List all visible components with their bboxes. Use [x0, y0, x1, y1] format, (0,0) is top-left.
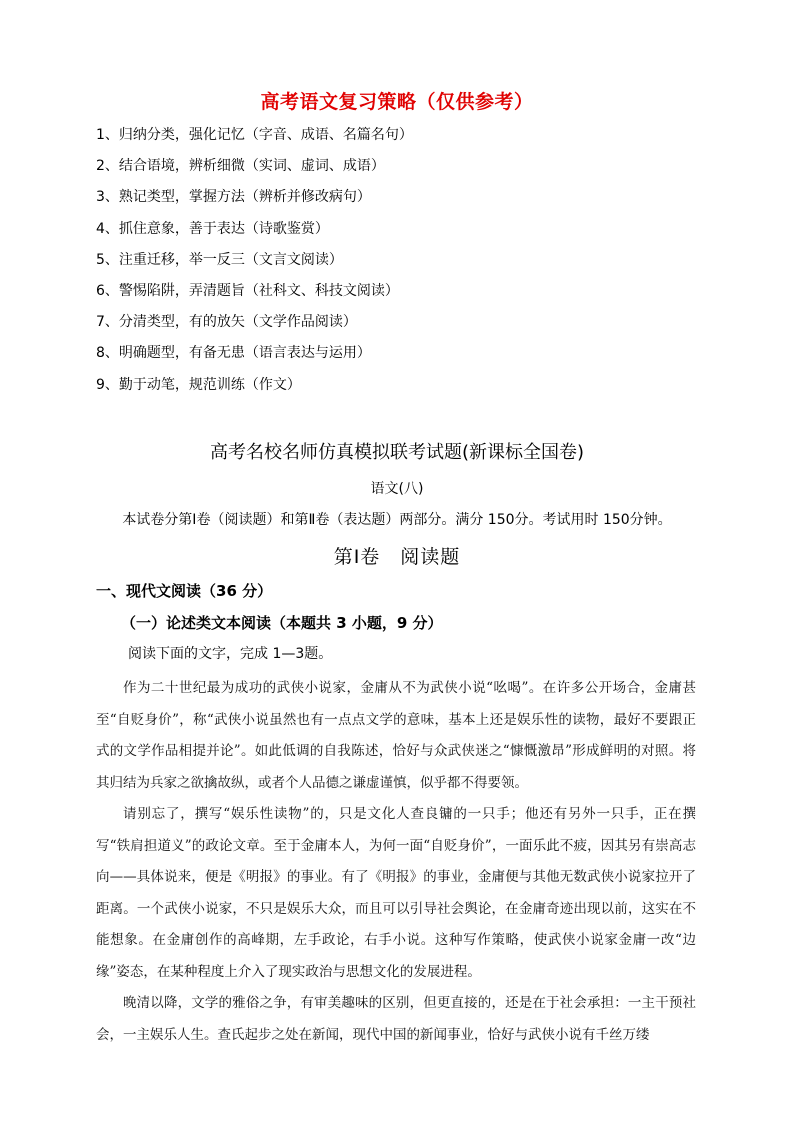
exam-intro: 本试卷分第Ⅰ卷（阅读题）和第Ⅱ卷（表达题）两部分。满分 150分。考试用时 150分钟。 — [122, 512, 672, 528]
exam-subject: 语文(八) — [370, 481, 424, 497]
list-item: 3、熟记类型，掌握方法（辨析并修改病句） — [96, 189, 371, 206]
section-heading: 一、现代文阅读（36 分） — [96, 582, 273, 600]
list-item: 9、勤于动笔，规范训练（作文） — [96, 376, 301, 393]
list-item: 1、归纳分类，强化记忆（字音、成语、名篇名句） — [96, 127, 413, 143]
reading-passage — [96, 673, 696, 1051]
strategy-list — [96, 120, 413, 401]
list-item: 8、明确题型，有备无患（语言表达与运用） — [96, 345, 371, 362]
reading-instruction: 阅读下面的文字，完成 1—3题。 — [128, 646, 333, 662]
page-title: 高考语文复习策略（仅供参考） — [260, 91, 534, 113]
list-item: 7、分清类型，有的放矢（文学作品阅读） — [96, 314, 357, 331]
list-item: 4、抓住意象，善于表达（诗歌鉴赏） — [96, 220, 329, 237]
passage-paragraph: 晚清以降，文学的雅俗之争，有审美趣味的区别，但更直接的，还是在于社会承担：一主干预社会，一主娱乐人生。查氏起步之处在新闻，现代中国的新闻事业，恰好与武侠小说有千丝万缕 — [96, 995, 696, 1043]
list-item: 5、注重迁移，举一反三（文言文阅读） — [96, 251, 343, 268]
passage-paragraph: 请别忘了，撰写“娱乐性读物”的，只是文化人查良镛的一只手；他还有另外一只手，正在撰写“铁肩担道义”的政论文章。至于金庸本人，为何一面“自贬身价”，一面乐此不疲，因其另有崇高志向——具体说来，便是《明报》的事业。有了《明报》的事业，金庸便与其他无数武侠小说家拉开了距离。一个武侠小说家，不只是娱乐大众，而且可以引导社会舆论，在金庸奇迹出现以前，这实在不能想象。在金庸创作的高峰期，左手政论，右手小说。这种写作策略，使武侠小说家金庸一改“边缘”姿态，在某种程度上介入了现实政治与思想文化的发展进程。 — [96, 806, 696, 980]
passage-paragraph: 作为二十世纪最为成功的武侠小说家，金庸从不为武侠小说“吆喝”。在许多公开场合，金庸甚至“自贬身价”，称“武侠小说虽然也有一点点文学的意味，基本上还是娱乐性的读物，最好不要跟正式的文学作品相提并论”。如此低调的自我陈述，恰好与众武侠迷之“慷慨激昂”形成鲜明的对照。将其归结为兵家之欲擒故纵，或者个人品德之谦虚谨慎，似乎都不得要领。 — [96, 680, 696, 791]
exam-title: 高考名校名师仿真模拟联考试题(新课标全国卷) — [209, 442, 585, 463]
list-item: 2、结合语境，辨析细微（实词、虚词、成语） — [96, 158, 385, 175]
list-item: 6、警惕陷阱，弄清题旨（社科文、科技文阅读） — [96, 283, 399, 300]
volume-title: 第Ⅰ卷 阅读题 — [333, 546, 461, 568]
sub-heading: （一）论述类文本阅读（本题共 3 小题，9 分） — [121, 614, 443, 632]
